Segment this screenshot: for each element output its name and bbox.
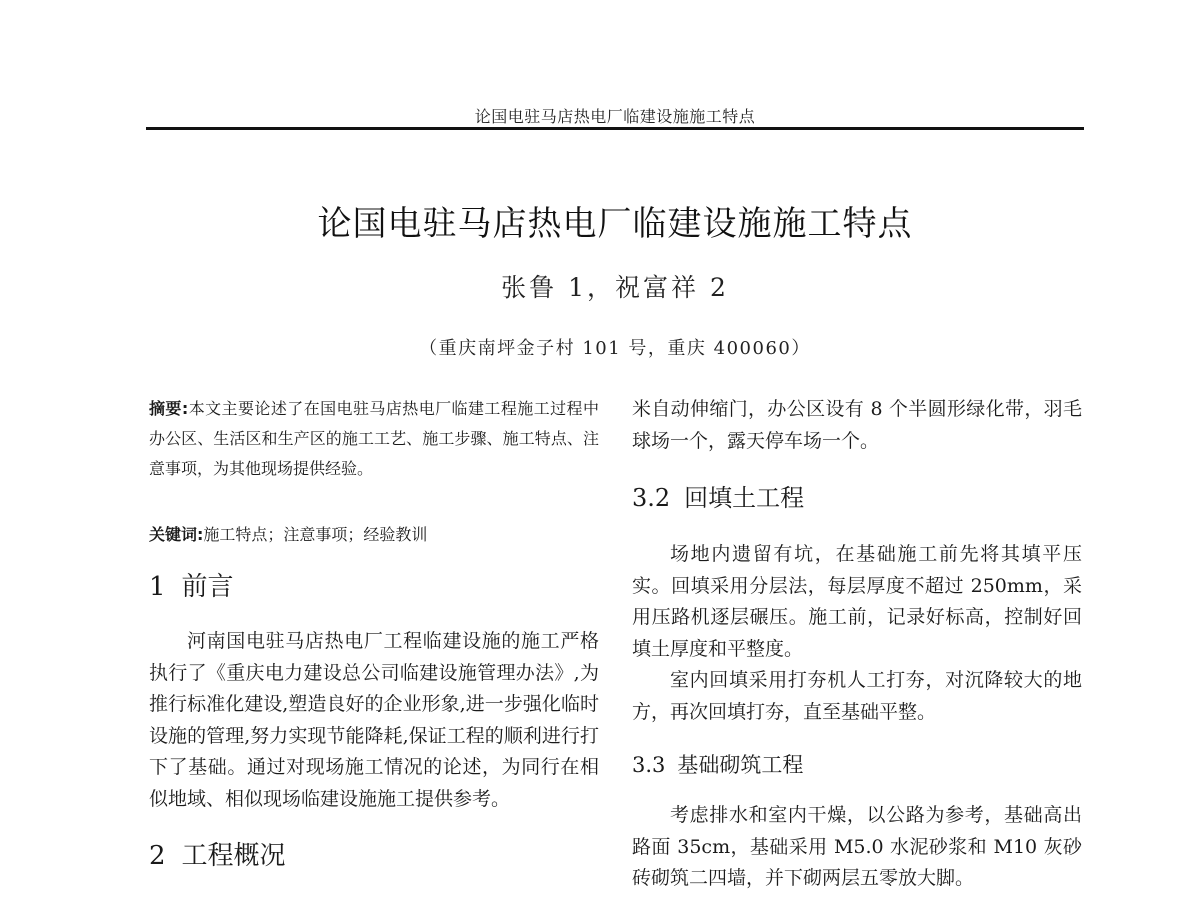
section-heading-2 (149, 839, 599, 873)
abstract (149, 394, 599, 484)
section-number: 2 (149, 841, 166, 871)
abstract-label: 摘要: (149, 399, 189, 418)
section-1-paragraph: 河南国电驻马店热电厂工程临建设施的施工严格执行了《重庆电力建设总公司临建设施管理办法》,为推行标准化建设,塑造良好的企业形象,进一步强化临时设施的管理,努力实现节能降耗,保证工程的顺利进行打下了基础。通过对现场施工情况的论述，为同行在相似地域、相似现场临建设施施工提供参考。 (149, 630, 599, 810)
section-number: 3.3 (632, 753, 666, 777)
section-heading-1 (149, 570, 599, 604)
keywords-label: 关键词: (149, 525, 204, 544)
keywords-text: 施工特点；注意事项；经验教训 (203, 525, 428, 544)
section-heading-3-3 (632, 750, 1082, 780)
section-title: 基础砌筑工程 (677, 753, 804, 777)
section-heading-3-2 (632, 481, 1082, 515)
section-title: 前言 (181, 572, 234, 602)
header-rule (146, 127, 1084, 130)
abstract-text: 本文主要论述了在国电驻马店热电厂临建工程施工过程中办公区、生活区和生产区的施工工艺、施工步骤、施工特点、注意事项，为其他现场提供经验。 (149, 399, 599, 478)
section-title: 回填土工程 (684, 484, 805, 512)
section-title: 工程概况 (181, 841, 286, 871)
continued-paragraph: 米自动伸缩门，办公区设有 8 个半圆形绿化带，羽毛球场一个，露天停车场一个。 (632, 398, 1082, 452)
section-number: 1 (149, 572, 166, 602)
section-3-3-paragraph: 考虑排水和室内干燥，以公路为参考，基础高出路面 35cm，基础采用 M5.0 水泥砂浆和 M10 灰砂砖砌筑二四墙，并下砌两层五零放大脚。 (632, 804, 1082, 889)
affiliation: （重庆南坪金子村 101 号，重庆 400060） (419, 338, 811, 359)
section-number: 3.2 (632, 484, 671, 512)
author-list: 张鲁 1，祝富祥 2 (501, 273, 729, 302)
section-3-2-paragraph-1: 场地内遗留有坑，在基础施工前先将其填平压实。回填采用分层法，每层厚度不超过 250mm，采用压路机逐层碾压。施工前，记录好标高，控制好回填土厚度和平整度。 (632, 543, 1082, 660)
right-column (632, 394, 1082, 895)
running-header: 论国电驻马店热电厂临建设施施工特点 (474, 107, 756, 126)
section-3-2-paragraph-2: 室内回填采用打夯机人工打夯，对沉降较大的地方，再次回填打夯，直至基础平整。 (632, 669, 1082, 723)
left-column (149, 394, 599, 895)
keywords (149, 520, 599, 550)
paper-title: 论国电驻马店热电厂临建设施施工特点 (317, 204, 913, 244)
